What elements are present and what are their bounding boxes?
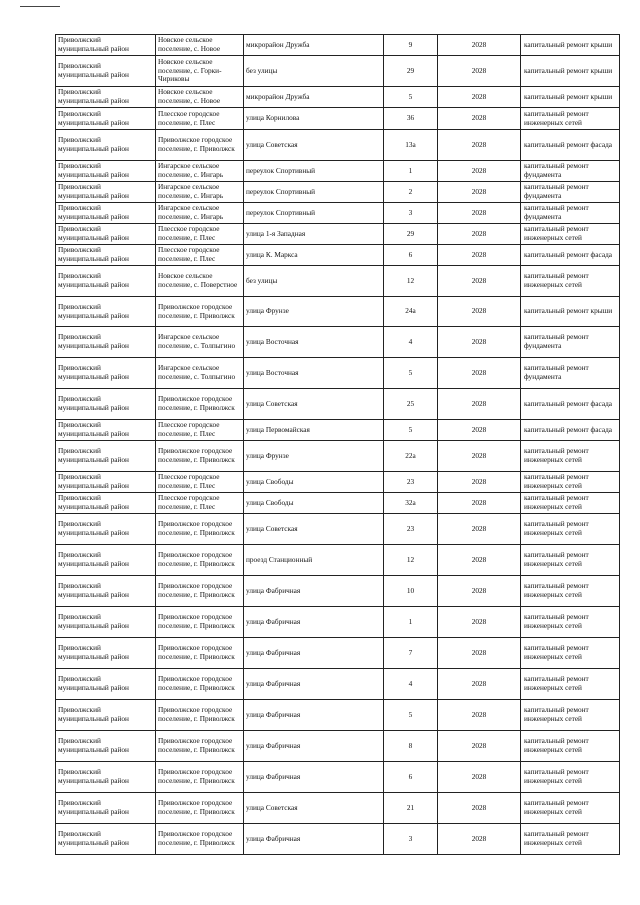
settlement-cell: Приволжское городское поселение, г. Приволжск (156, 130, 244, 161)
street-cell: улица К. Маркса (244, 245, 384, 266)
year-cell: 2028 (438, 245, 521, 266)
year-cell: 2028 (438, 130, 521, 161)
work-type-cell: капитальный ремонт инженерных сетей (521, 545, 620, 576)
street-cell: улица Советская (244, 514, 384, 545)
district-cell: Приволжский муниципальный район (56, 389, 156, 420)
table-row (56, 87, 620, 108)
year-cell: 2028 (438, 203, 521, 224)
work-type-cell: капитальный ремонт фундамента (521, 182, 620, 203)
settlement-cell: Приволжское городское поселение, г. Приволжск (156, 297, 244, 327)
district-cell: Приволжский муниципальный район (56, 266, 156, 297)
table-row (56, 700, 620, 731)
district-cell: Приволжский муниципальный район (56, 472, 156, 493)
year-cell: 2028 (438, 358, 521, 389)
street-cell: улица Фабричная (244, 731, 384, 762)
work-type-cell: капитальный ремонт инженерных сетей (521, 493, 620, 514)
house-number-cell: 13а (384, 130, 438, 161)
table-row (56, 762, 620, 793)
house-number-cell: 5 (384, 87, 438, 108)
year-cell: 2028 (438, 514, 521, 545)
table-row (56, 130, 620, 161)
street-cell: улица Советская (244, 793, 384, 824)
year-cell: 2028 (438, 441, 521, 472)
district-cell: Приволжский муниципальный район (56, 731, 156, 762)
year-cell: 2028 (438, 327, 521, 358)
street-cell: улица Свободы (244, 472, 384, 493)
work-type-cell: капитальный ремонт крыши (521, 87, 620, 108)
year-cell: 2028 (438, 87, 521, 108)
year-cell: 2028 (438, 108, 521, 130)
work-type-cell: капитальный ремонт инженерных сетей (521, 669, 620, 700)
district-cell: Приволжский муниципальный район (56, 545, 156, 576)
house-number-cell: 3 (384, 824, 438, 855)
year-cell: 2028 (438, 161, 521, 182)
year-cell: 2028 (438, 182, 521, 203)
table-row (56, 493, 620, 514)
house-number-cell: 6 (384, 762, 438, 793)
settlement-cell: Приволжское городское поселение, г. Приволжск (156, 793, 244, 824)
settlement-cell: Приволжское городское поселение, г. Приволжск (156, 824, 244, 855)
work-type-cell: капитальный ремонт инженерных сетей (521, 514, 620, 545)
table-body (56, 35, 620, 855)
work-type-cell: капитальный ремонт крыши (521, 56, 620, 87)
work-type-cell: капитальный ремонт инженерных сетей (521, 576, 620, 607)
street-cell: улица Фабричная (244, 762, 384, 793)
district-cell: Приволжский муниципальный район (56, 514, 156, 545)
house-number-cell: 12 (384, 545, 438, 576)
district-cell: Приволжский муниципальный район (56, 762, 156, 793)
work-type-cell: капитальный ремонт инженерных сетей (521, 108, 620, 130)
table-row (56, 607, 620, 638)
house-number-cell: 29 (384, 56, 438, 87)
house-number-cell: 25 (384, 389, 438, 420)
house-number-cell: 4 (384, 669, 438, 700)
settlement-cell: Новское сельское поселение, с. Поверстное (156, 266, 244, 297)
settlement-cell: Ингарское сельское поселение, с. Ингарь (156, 161, 244, 182)
house-number-cell: 3 (384, 203, 438, 224)
work-type-cell: капитальный ремонт инженерных сетей (521, 638, 620, 669)
house-number-cell: 5 (384, 420, 438, 441)
work-type-cell: капитальный ремонт фасада (521, 420, 620, 441)
settlement-cell: Приволжское городское поселение, г. Приволжск (156, 607, 244, 638)
settlement-cell: Приволжское городское поселение, г. Приволжск (156, 731, 244, 762)
table-row (56, 161, 620, 182)
year-cell: 2028 (438, 669, 521, 700)
settlement-cell: Новское сельское поселение, с. Новое (156, 87, 244, 108)
street-cell: улица Корнилова (244, 108, 384, 130)
year-cell: 2028 (438, 389, 521, 420)
settlement-cell: Приволжское городское поселение, г. Приволжск (156, 576, 244, 607)
table-row (56, 389, 620, 420)
table-row (56, 327, 620, 358)
district-cell: Приволжский муниципальный район (56, 108, 156, 130)
street-cell: улица Первомайская (244, 420, 384, 441)
settlement-cell: Плесское городское поселение, г. Плес (156, 245, 244, 266)
settlement-cell: Приволжское городское поселение, г. Приволжск (156, 441, 244, 472)
settlement-cell: Плесское городское поселение, г. Плес (156, 472, 244, 493)
district-cell: Приволжский муниципальный район (56, 224, 156, 245)
settlement-cell: Приволжское городское поселение, г. Приволжск (156, 700, 244, 731)
district-cell: Приволжский муниципальный район (56, 824, 156, 855)
year-cell: 2028 (438, 793, 521, 824)
street-cell: микрорайон Дружба (244, 35, 384, 56)
district-cell: Приволжский муниципальный район (56, 161, 156, 182)
house-number-cell: 32а (384, 493, 438, 514)
table-row (56, 472, 620, 493)
work-type-cell: капитальный ремонт инженерных сетей (521, 762, 620, 793)
year-cell: 2028 (438, 56, 521, 87)
settlement-cell: Плесское городское поселение, г. Плес (156, 493, 244, 514)
settlement-cell: Ингарское сельское поселение, с. Ингарь (156, 182, 244, 203)
work-type-cell: капитальный ремонт фундамента (521, 161, 620, 182)
settlement-cell: Приволжское городское поселение, г. Приволжск (156, 389, 244, 420)
street-cell: улица Фабричная (244, 700, 384, 731)
street-cell: проезд Станционный (244, 545, 384, 576)
work-type-cell: капитальный ремонт фасада (521, 245, 620, 266)
house-number-cell: 23 (384, 514, 438, 545)
year-cell: 2028 (438, 35, 521, 56)
table-row (56, 297, 620, 327)
house-number-cell: 21 (384, 793, 438, 824)
year-cell: 2028 (438, 607, 521, 638)
house-number-cell: 23 (384, 472, 438, 493)
house-number-cell: 8 (384, 731, 438, 762)
table-row (56, 638, 620, 669)
year-cell: 2028 (438, 824, 521, 855)
district-cell: Приволжский муниципальный район (56, 130, 156, 161)
work-type-cell: капитальный ремонт фасада (521, 130, 620, 161)
street-cell: переулок Спортивный (244, 182, 384, 203)
table-row (56, 224, 620, 245)
district-cell: Приволжский муниципальный район (56, 793, 156, 824)
district-cell: Приволжский муниципальный район (56, 297, 156, 327)
street-cell: улица Советская (244, 389, 384, 420)
table-row (56, 420, 620, 441)
street-cell: улица Восточная (244, 327, 384, 358)
house-number-cell: 9 (384, 35, 438, 56)
house-number-cell: 5 (384, 700, 438, 731)
year-cell: 2028 (438, 266, 521, 297)
street-cell: переулок Спортивный (244, 203, 384, 224)
work-type-cell: капитальный ремонт инженерных сетей (521, 441, 620, 472)
district-cell: Приволжский муниципальный район (56, 420, 156, 441)
work-type-cell: капитальный ремонт инженерных сетей (521, 224, 620, 245)
table-row (56, 245, 620, 266)
street-cell: улица Фабричная (244, 576, 384, 607)
year-cell: 2028 (438, 700, 521, 731)
work-type-cell: капитальный ремонт крыши (521, 35, 620, 56)
house-number-cell: 1 (384, 607, 438, 638)
settlement-cell: Плесское городское поселение, г. Плес (156, 420, 244, 441)
year-cell: 2028 (438, 297, 521, 327)
table-row (56, 576, 620, 607)
year-cell: 2028 (438, 731, 521, 762)
year-cell: 2028 (438, 420, 521, 441)
table-row (56, 793, 620, 824)
settlement-cell: Ингарское сельское поселение, с. Толпыгино (156, 358, 244, 389)
work-type-cell: капитальный ремонт фундамента (521, 327, 620, 358)
street-cell: улица Фабричная (244, 669, 384, 700)
house-number-cell: 24а (384, 297, 438, 327)
house-number-cell: 7 (384, 638, 438, 669)
year-cell: 2028 (438, 576, 521, 607)
work-type-cell: капитальный ремонт инженерных сетей (521, 266, 620, 297)
house-number-cell: 4 (384, 327, 438, 358)
settlement-cell: Новское сельское поселение, с. Горки-Чириковы (156, 56, 244, 87)
street-cell: без улицы (244, 266, 384, 297)
street-cell: улица Фабричная (244, 638, 384, 669)
settlement-cell: Ингарское сельское поселение, с. Толпыгино (156, 327, 244, 358)
work-type-cell: капитальный ремонт инженерных сетей (521, 472, 620, 493)
street-cell: переулок Спортивный (244, 161, 384, 182)
settlement-cell: Новское сельское поселение, с. Новое (156, 35, 244, 56)
district-cell: Приволжский муниципальный район (56, 607, 156, 638)
work-type-cell: капитальный ремонт фундамента (521, 358, 620, 389)
settlement-cell: Приволжское городское поселение, г. Приволжск (156, 669, 244, 700)
settlement-cell: Плесское городское поселение, г. Плес (156, 108, 244, 130)
district-cell: Приволжский муниципальный район (56, 87, 156, 108)
year-cell: 2028 (438, 545, 521, 576)
house-number-cell: 1 (384, 161, 438, 182)
district-cell: Приволжский муниципальный район (56, 35, 156, 56)
street-cell: улица 1-я Западная (244, 224, 384, 245)
table-row (56, 514, 620, 545)
year-cell: 2028 (438, 638, 521, 669)
settlement-cell: Плесское городское поселение, г. Плес (156, 224, 244, 245)
district-cell: Приволжский муниципальный район (56, 669, 156, 700)
street-cell: микрорайон Дружба (244, 87, 384, 108)
house-number-cell: 2 (384, 182, 438, 203)
capital-repair-table (55, 34, 620, 855)
district-cell: Приволжский муниципальный район (56, 56, 156, 87)
street-cell: улица Фрунзе (244, 441, 384, 472)
settlement-cell: Приволжское городское поселение, г. Приволжск (156, 545, 244, 576)
settlement-cell: Приволжское городское поселение, г. Приволжск (156, 514, 244, 545)
table-row (56, 824, 620, 855)
table-row (56, 441, 620, 472)
street-cell: улица Фабричная (244, 607, 384, 638)
house-number-cell: 10 (384, 576, 438, 607)
district-cell: Приволжский муниципальный район (56, 638, 156, 669)
settlement-cell: Ингарское сельское поселение, с. Ингарь (156, 203, 244, 224)
work-type-cell: капитальный ремонт инженерных сетей (521, 824, 620, 855)
year-cell: 2028 (438, 472, 521, 493)
street-cell: улица Фрунзе (244, 297, 384, 327)
work-type-cell: капитальный ремонт инженерных сетей (521, 793, 620, 824)
street-cell: улица Фабричная (244, 824, 384, 855)
work-type-cell: капитальный ремонт инженерных сетей (521, 700, 620, 731)
district-cell: Приволжский муниципальный район (56, 203, 156, 224)
table-row (56, 545, 620, 576)
house-number-cell: 6 (384, 245, 438, 266)
work-type-cell: капитальный ремонт фундамента (521, 203, 620, 224)
table-row (56, 35, 620, 56)
settlement-cell: Приволжское городское поселение, г. Приволжск (156, 638, 244, 669)
table-row (56, 56, 620, 87)
work-type-cell: капитальный ремонт фасада (521, 389, 620, 420)
district-cell: Приволжский муниципальный район (56, 358, 156, 389)
year-cell: 2028 (438, 762, 521, 793)
district-cell: Приволжский муниципальный район (56, 493, 156, 514)
table-row (56, 358, 620, 389)
district-cell: Приволжский муниципальный район (56, 441, 156, 472)
work-type-cell: капитальный ремонт инженерных сетей (521, 607, 620, 638)
street-cell: улица Восточная (244, 358, 384, 389)
district-cell: Приволжский муниципальный район (56, 576, 156, 607)
work-type-cell: капитальный ремонт инженерных сетей (521, 731, 620, 762)
table-row (56, 182, 620, 203)
table-row (56, 731, 620, 762)
settlement-cell: Приволжское городское поселение, г. Приволжск (156, 762, 244, 793)
house-number-cell: 12 (384, 266, 438, 297)
street-cell: без улицы (244, 56, 384, 87)
district-cell: Приволжский муниципальный район (56, 327, 156, 358)
house-number-cell: 22а (384, 441, 438, 472)
year-cell: 2028 (438, 224, 521, 245)
house-number-cell: 29 (384, 224, 438, 245)
house-number-cell: 5 (384, 358, 438, 389)
work-type-cell: капитальный ремонт крыши (521, 297, 620, 327)
year-cell: 2028 (438, 493, 521, 514)
house-number-cell: 36 (384, 108, 438, 130)
table-row (56, 669, 620, 700)
district-cell: Приволжский муниципальный район (56, 700, 156, 731)
street-cell: улица Свободы (244, 493, 384, 514)
district-cell: Приволжский муниципальный район (56, 245, 156, 266)
top-rule (20, 6, 60, 7)
table-row (56, 108, 620, 130)
street-cell: улица Советская (244, 130, 384, 161)
table-row (56, 203, 620, 224)
table-row (56, 266, 620, 297)
district-cell: Приволжский муниципальный район (56, 182, 156, 203)
